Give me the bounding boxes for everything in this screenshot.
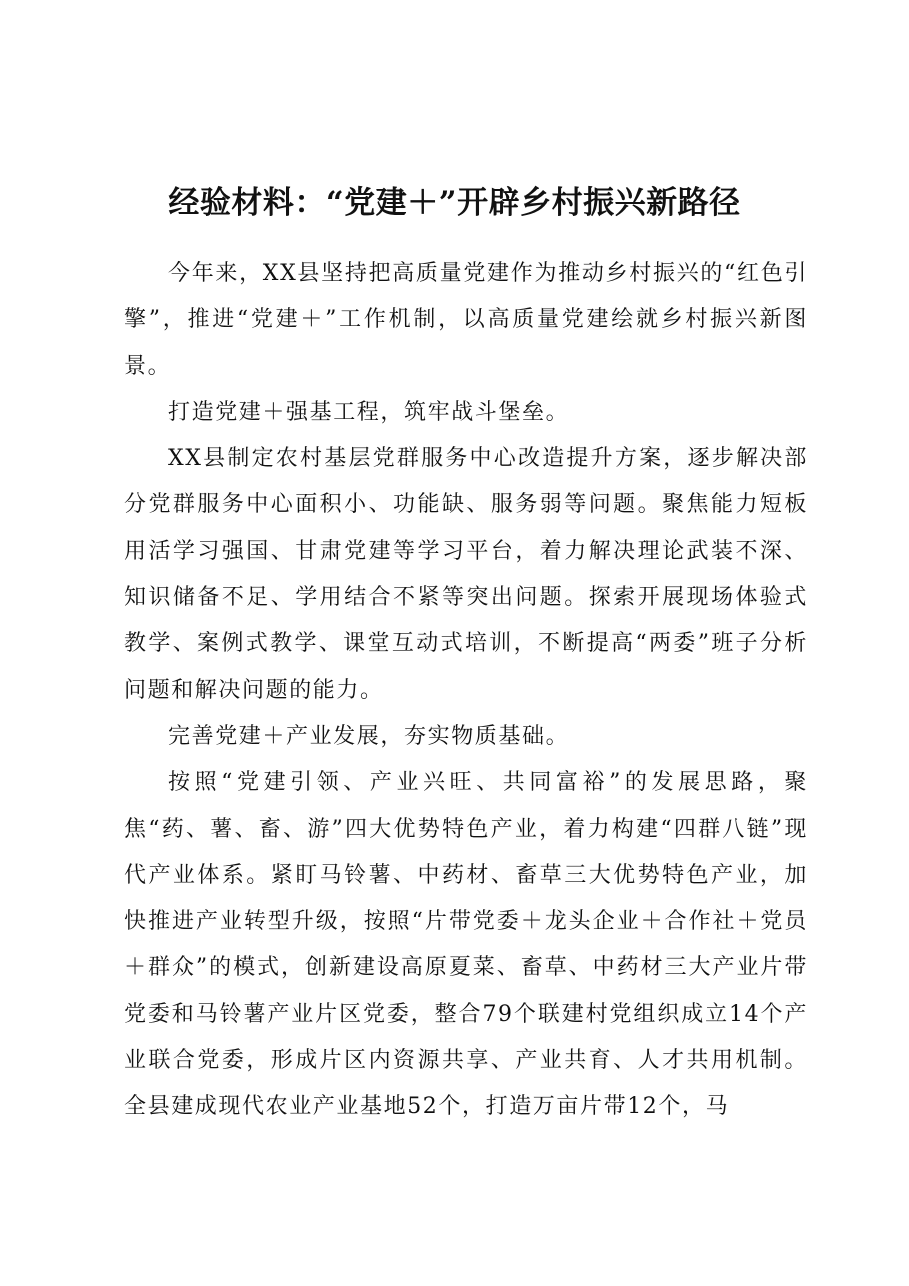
document-body <box>124 251 808 1131</box>
document-title: 经验材料：“党建＋”开辟乡村振兴新路径 <box>168 185 741 221</box>
paragraph-intro: 今年来，XX县坚持把高质量党建作为推动乡村振兴的“红色引擎”，推进“党建＋”工作机制，以高质量党建绘就乡村振兴新图景。 <box>124 261 808 379</box>
paragraph-strong-base: XX县制定农村基层党群服务中心改造提升方案，逐步解决部分党群服务中心面积小、功能缺、服务弱等问题。聚焦能力短板用活学习强国、甘肃党建等学习平台，着力解决理论武装不深、知识储备不足、学用结合不紧等突出问题。探索开展现场体验式教学、案例式教学、课堂互动式培训，不断提高“两委”班子分析问题和解决问题的能力。 <box>124 446 808 703</box>
paragraph-industry: 按照“党建引领、产业兴旺、共同富裕”的发展思路，聚焦“药、薯、畜、游”四大优势特色产业，着力构建“四群八链”现代产业体系。紧盯马铃薯、中药材、畜草三大优势特色产业，加快推进产业转型升级，按照“片带党委＋龙头企业＋合作社＋党员＋群众”的模式，创新建设高原夏菜、畜草、中药材三大产业片带党委和马铃薯产业片区党委，整合79个联建村党组织成立14个产业联合党委，形成片区内资源共享、产业共育、人才共用机制。全县建成现代农业产业基地52个，打造万亩片带12个，马 <box>124 770 808 1120</box>
section-heading-industry: 完善党建＋产业发展，夯实物质基础。 <box>168 723 570 749</box>
section-heading-strong-base: 打造党建＋强基工程，筑牢战斗堡垒。 <box>168 399 570 425</box>
